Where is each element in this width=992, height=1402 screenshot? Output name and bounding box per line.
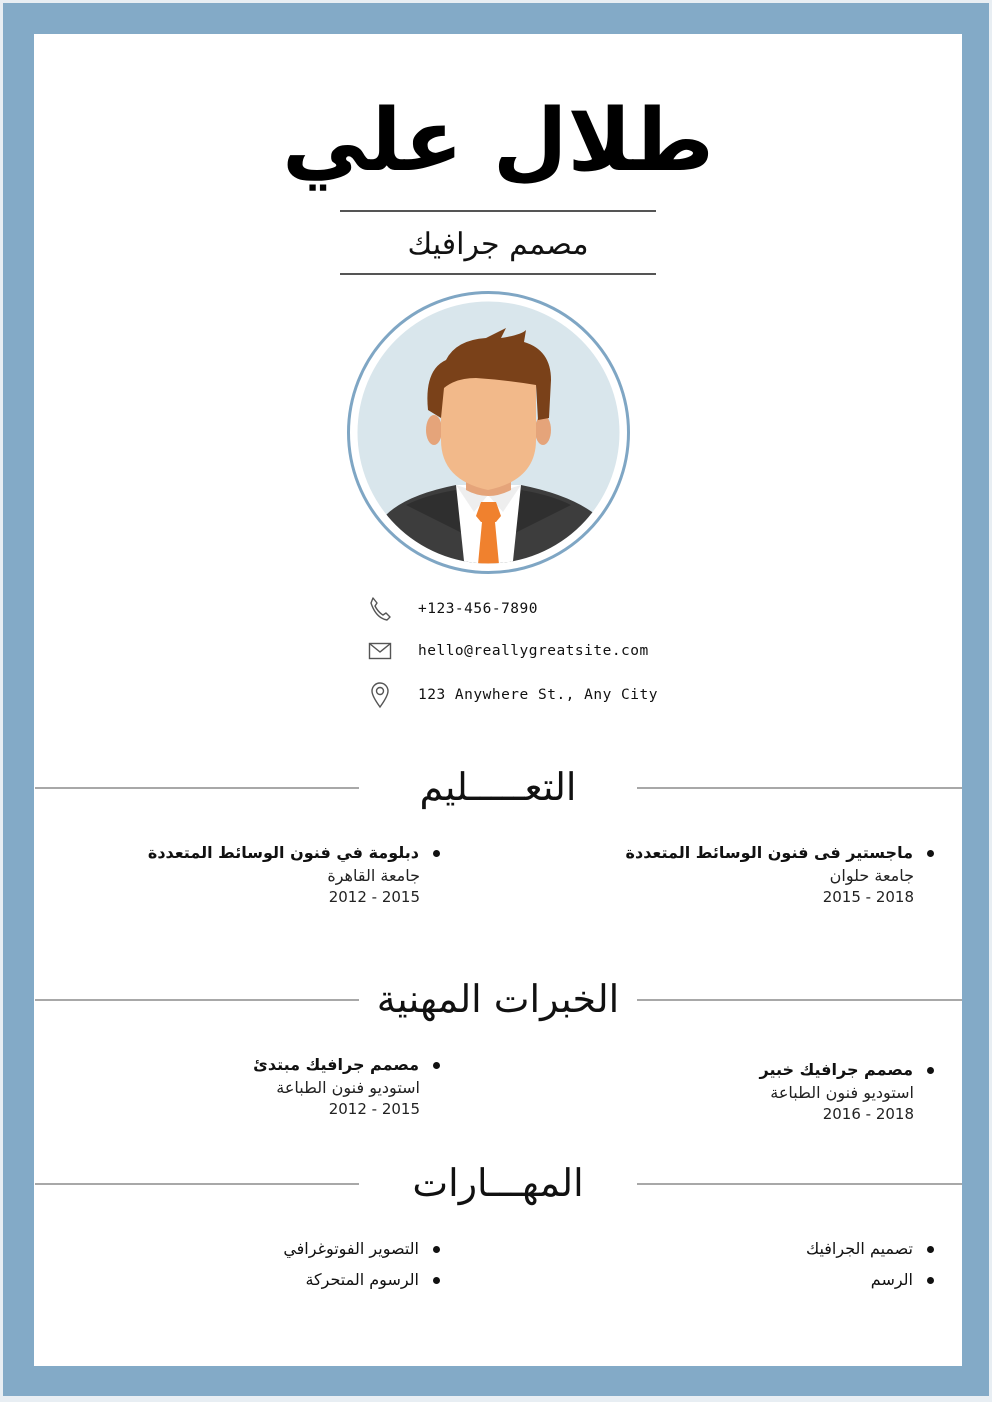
bullet-icon bbox=[433, 1277, 440, 1284]
skill-item: الرسوم المتحركة bbox=[140, 1268, 440, 1292]
institution: جامعة حلوان bbox=[829, 866, 914, 885]
role-title: مصمم جرافيك خبير bbox=[759, 1060, 913, 1079]
bullet-icon bbox=[433, 850, 440, 857]
phone-number[interactable]: +123-456-7890 bbox=[418, 601, 538, 617]
bullet-icon bbox=[927, 1246, 934, 1253]
skill-item: تصميم الجرافيك bbox=[634, 1237, 934, 1261]
bullet-icon bbox=[927, 1067, 934, 1074]
experience-item bbox=[60, 1053, 440, 1119]
skills-section-title: المهـــارات bbox=[412, 1161, 584, 1205]
years: 2012 - 2015 bbox=[328, 1100, 420, 1118]
education-divider-right bbox=[637, 787, 962, 789]
title-divider-bottom bbox=[340, 273, 656, 275]
bullet-icon bbox=[927, 1277, 934, 1284]
experience-item bbox=[554, 1058, 934, 1124]
years: 2015 - 2018 bbox=[822, 888, 914, 906]
education-divider-left bbox=[35, 787, 359, 789]
location-pin-icon bbox=[364, 680, 396, 710]
person-name: طلال علي bbox=[282, 91, 714, 191]
skills-list-right bbox=[634, 1237, 934, 1292]
education-section-title: التعـــــليم bbox=[419, 765, 577, 809]
education-item bbox=[554, 841, 934, 907]
contact-address-row bbox=[364, 680, 658, 710]
institution: جامعة القاهرة bbox=[327, 866, 420, 885]
phone-icon bbox=[364, 594, 396, 624]
education-item bbox=[60, 841, 440, 907]
contact-phone-row bbox=[364, 594, 538, 624]
contact-email-row bbox=[364, 636, 649, 666]
skills-divider-right bbox=[637, 1183, 962, 1185]
email-address[interactable]: hello@reallygreatsite.com bbox=[418, 643, 649, 659]
years: 2016 - 2018 bbox=[822, 1105, 914, 1123]
skills-list-left bbox=[140, 1237, 440, 1292]
bullet-icon bbox=[433, 1246, 440, 1253]
degree-title: دبلومة في فنون الوسائط المتعددة bbox=[147, 843, 419, 862]
job-title: مصمم جرافيك bbox=[407, 227, 589, 262]
degree-title: ماجستير فى فنون الوسائط المتعددة bbox=[625, 843, 913, 862]
skill-item: الرسم bbox=[634, 1268, 934, 1292]
title-divider-top bbox=[340, 210, 656, 212]
profile-avatar bbox=[346, 290, 631, 575]
experience-section-title: الخبرات المهنية bbox=[376, 977, 620, 1021]
mail-icon bbox=[364, 636, 396, 666]
address: 123 Anywhere St., Any City bbox=[418, 687, 658, 703]
skill-item: التصوير الفوتوغرافي bbox=[140, 1237, 440, 1261]
skills-divider-left bbox=[35, 1183, 359, 1185]
years: 2012 - 2015 bbox=[328, 888, 420, 906]
resume-page bbox=[34, 34, 962, 1366]
company: استوديو فنون الطباعة bbox=[276, 1078, 420, 1097]
role-title: مصمم جرافيك مبتدئ bbox=[253, 1055, 419, 1074]
company: استوديو فنون الطباعة bbox=[770, 1083, 914, 1102]
experience-divider-right bbox=[637, 999, 962, 1001]
experience-divider-left bbox=[35, 999, 359, 1001]
bullet-icon bbox=[927, 850, 934, 857]
bullet-icon bbox=[433, 1062, 440, 1069]
user-avatar-icon bbox=[346, 290, 631, 575]
